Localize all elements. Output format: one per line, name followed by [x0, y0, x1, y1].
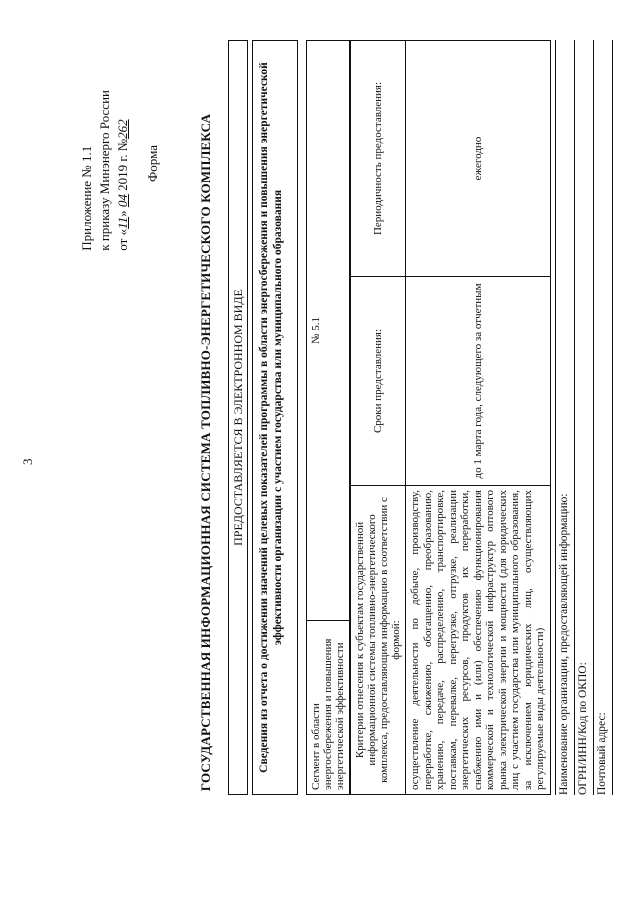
electronic-notice: ПРЕДОСТАВЛЯЕТСЯ В ЭЛЕКТРОННОМ ВИДЕ	[228, 40, 248, 795]
handwritten-day: 11	[115, 216, 130, 229]
period-header: Периодичность предоставления:	[351, 41, 406, 277]
handwritten-month: 04	[115, 194, 130, 208]
footer-fields	[555, 40, 613, 795]
segment-label: Сегмент в области энергосбережения и повышения энергетической эффективности	[307, 621, 350, 795]
segment-number: № 5.1	[307, 41, 350, 621]
segment-table	[306, 40, 350, 795]
appendix-line3: от «11» 04 2019 г. №262	[115, 119, 130, 251]
address-field: Почтовый адрес:	[594, 40, 613, 795]
report-title: Сведения из отчета о достижении значений целевых показателей программы в области энергосбережения и повышения энергетической эффективности организации с участием государства или муниципального образования	[252, 40, 298, 795]
appendix-line1: Приложение № 1.1	[79, 145, 94, 251]
criteria-header: Критерии отнесения к субъектам государственной информационной системы топливно-энергетического комплекса, предоставляющим информацию в соответствии с формой:	[351, 486, 406, 795]
org-name-field: Наименование организации, предоставляющей информацию:	[555, 40, 575, 795]
criteria-table	[350, 40, 551, 795]
gis-title: ГОСУДАРСТВЕННАЯ ИНФОРМАЦИОННАЯ СИСТЕМА ТОПЛИВНО-ЭНЕРГЕТИЧЕСКОГО КОМПЛЕКСА	[198, 113, 213, 792]
appendix-line2: к приказу Минэнерго России	[97, 90, 112, 251]
deadline-header: Сроки представления:	[351, 277, 406, 486]
ogrn-field: ОГРН/ИНН/Код по ОКПО:	[575, 40, 594, 795]
criteria-body: осуществление деятельности по добыче, производству, переработке, сжижению, обогащению, преобразованию, хранению, передаче, распределению, транспортировке, поставкам, перевалке, перегрузке, отгрузке, реализации энергетических ресурсов, продуктов их переработки, снабжению ими и (или) обеспечению функционирования коммерческой и технологической инфраструктур оптового рынка электрической энергии и мощности (для юридических лиц с участием государства или муниципального образования, за исключением юридических лиц, осуществляющих регулируемые виды деятельности)	[406, 486, 551, 795]
handwritten-number: 262	[115, 119, 130, 139]
deadline-value: до 1 марта года, следующего за отчетным	[406, 277, 551, 486]
page-number: 3	[20, 458, 35, 465]
appendix-block	[78, 90, 132, 251]
period-value: ежегодно	[406, 41, 551, 277]
form-label: Форма	[145, 145, 160, 182]
